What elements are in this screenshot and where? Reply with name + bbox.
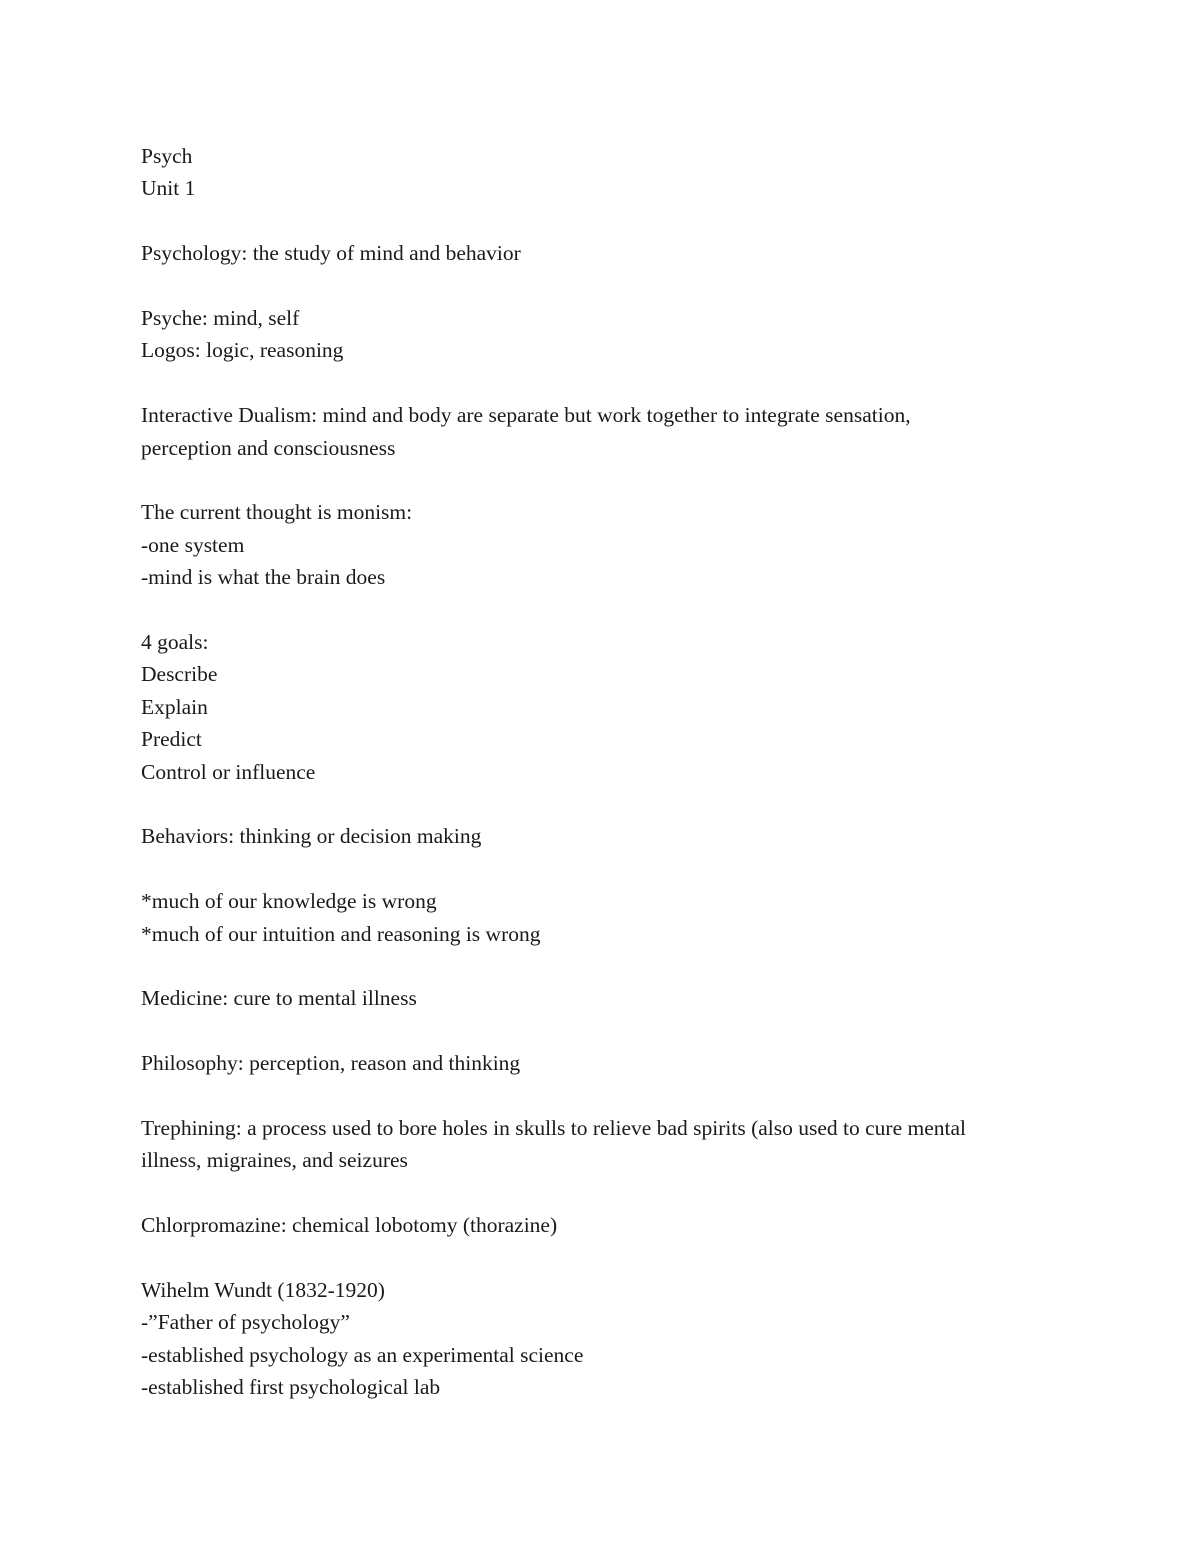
text-line: Psyche: mind, self <box>141 306 300 330</box>
text-line: *much of our intuition and reasoning is wrong <box>141 921 541 946</box>
text-line: Predict <box>141 727 202 752</box>
text-line: Behaviors: thinking or decision making <box>141 824 482 849</box>
text-line: Psychology: the study of mind and behavior <box>141 241 521 266</box>
blank-line <box>141 205 1061 237</box>
blank-line <box>141 367 1061 399</box>
text-line: 4 goals: <box>141 630 209 655</box>
text-line: Control or influence <box>141 759 316 784</box>
text-line: Explain <box>141 694 208 719</box>
text-line: Philosophy: perception, reason and thinking <box>141 1051 521 1076</box>
text-line: Medicine: cure to mental illness <box>141 986 417 1011</box>
blank-line <box>141 1080 1061 1112</box>
text-line: Wihelm Wundt (1832-1920) <box>141 1278 385 1303</box>
blank-line <box>141 464 1061 496</box>
text-line: Trephining: a process used to bore holes in skulls to relieve bad spirits (also used to cure mental <box>141 1116 967 1141</box>
blank-line <box>141 950 1061 982</box>
blank-line <box>141 853 1061 885</box>
text-line: -established psychology as an experimental science <box>141 1342 584 1367</box>
blank-line <box>141 1242 1061 1274</box>
text-line: *much of our knowledge is wrong <box>141 889 437 914</box>
blank-line <box>141 788 1061 820</box>
text-line: -mind is what the brain does <box>141 565 386 590</box>
doc-title: Psych <box>141 144 193 168</box>
text-line: perception and consciousness <box>141 435 396 460</box>
text-line: Interactive Dualism: mind and body are separate but work together to integrate sensation, <box>141 403 911 428</box>
text-line: Describe <box>141 662 218 687</box>
text-line: -”Father of psychology” <box>141 1310 350 1335</box>
blank-line <box>141 1177 1061 1209</box>
document-body <box>141 140 1061 1404</box>
blank-line <box>141 1015 1061 1047</box>
text-line: Logos: logic, reasoning <box>141 338 344 363</box>
text-line: Chlorpromazine: chemical lobotomy (thorazine) <box>141 1213 558 1238</box>
text-line: -one system <box>141 532 245 557</box>
text-line: -established first psychological lab <box>141 1375 441 1400</box>
text-line: illness, migraines, and seizures <box>141 1148 408 1173</box>
text-line: The current thought is monism: <box>141 500 413 525</box>
blank-line <box>141 270 1061 302</box>
doc-subtitle: Unit 1 <box>141 176 196 201</box>
blank-line <box>141 594 1061 626</box>
